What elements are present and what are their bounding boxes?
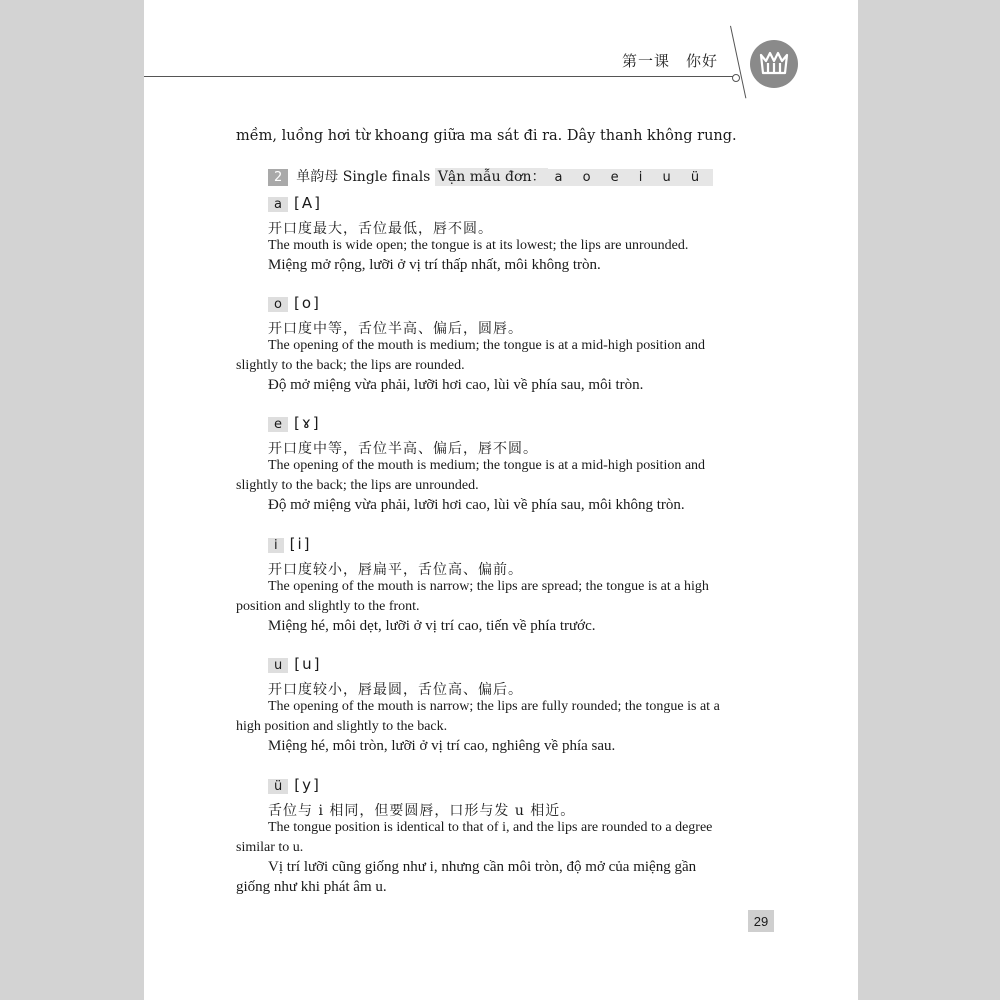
final-o-en-1: The opening of the mouth is medium; the tongue is at a mid-high position and [268,338,706,353]
final-e-en-2: slightly to the back; the lips are unrounded. [236,478,479,493]
header-rule [144,76,736,77]
page-number: 29 [748,910,774,932]
final-a-zh: 开口度最大，舌位最低，唇不圆。 [268,221,493,237]
section-number: 2 [268,169,288,186]
final-o-zh: 开口度中等，舌位半高、偏后，圆唇。 [268,321,523,337]
final-i-en-2: position and slightly to the front. [236,599,420,614]
final-letter: i [268,538,284,553]
ipa: [i] [289,535,312,553]
intro-line: mềm, luồng hơi từ khoang giữa ma sát đi ra. Dây thanh không rung. [236,128,737,144]
final-i-zh: 开口度较小，唇扁平，舌位高、偏前。 [268,562,523,578]
final-ü-zh: 舌位与 i 相同，但要圆唇，口形与发 u 相近。 [268,803,576,819]
final-ü-en-2: similar to u. [236,840,304,855]
final-ü-en-1: The tongue position is identical to that of i, and the lips are rounded to a degree [268,820,713,835]
final-o-heading [268,294,321,312]
ipa: [o] [293,294,321,312]
ipa: [u] [294,655,322,673]
final-i-vi: Miệng hé, môi dẹt, lưỡi ở vị trí cao, tiến về phía trước. [268,618,596,634]
final-letter: a [268,197,288,212]
final-a-en: The mouth is wide open; the tongue is at its lowest; the lips are unrounded. [268,238,689,253]
final-u-vi: Miệng hé, môi tròn, lưỡi ở vị trí cao, nghiêng về phía sau. [268,738,616,754]
final-o-en-2: slightly to the back; the lips are rounded. [236,358,465,373]
final-ü-vi-1: Vị trí lưỡi cũng giống như i, nhưng cần môi tròn, độ mở của miệng gần [268,859,697,875]
final-i-en-1: The opening of the mouth is narrow; the lips are spread; the tongue is at a high [268,579,709,594]
final-ü-vi-2: giống như khi phát âm u. [236,879,387,895]
section-letters: a o e i u ü [548,169,713,186]
final-i-heading [268,535,312,553]
final-letter: u [268,658,288,673]
section-label-vn: Vận mẫu đơn： [435,168,549,186]
publisher-logo-icon [750,40,798,88]
final-e-zh: 开口度中等，舌位半高、偏后，唇不圆。 [268,441,538,457]
final-u-en-1: The opening of the mouth is narrow; the lips are fully rounded; the tongue is at a [268,699,720,714]
section-label: 单韵母 Single finals [296,169,431,185]
final-a-vi: Miệng mở rộng, lưỡi ở vị trí thấp nhất, môi không tròn. [268,257,601,273]
ipa: [A] [293,194,322,212]
final-letter: o [268,297,288,312]
section-heading [268,166,713,186]
final-a-heading [268,194,322,212]
header-dot [732,74,740,82]
header-divider [730,26,746,99]
final-o-vi: Độ mở miệng vừa phải, lưỡi hơi cao, lùi về phía sau, môi tròn. [268,377,644,393]
chapter-title: 第一课 你好 [621,52,718,70]
final-ü-heading [268,776,321,794]
ipa: [y] [294,776,321,794]
final-e-vi: Độ mở miệng vừa phải, lưỡi hơi cao, lùi về phía sau, môi không tròn. [268,497,685,513]
final-e-heading [268,414,321,432]
final-letter: e [268,417,288,432]
final-e-en-1: The opening of the mouth is medium; the tongue is at a mid-high position and [268,458,706,473]
book-page [144,0,858,1000]
final-u-zh: 开口度较小，唇最圆，舌位高、偏后。 [268,682,523,698]
final-u-en-2: high position and slightly to the back. [236,719,448,734]
ipa: [ɤ] [294,414,321,432]
final-letter: ü [268,779,288,794]
final-u-heading [268,655,321,673]
